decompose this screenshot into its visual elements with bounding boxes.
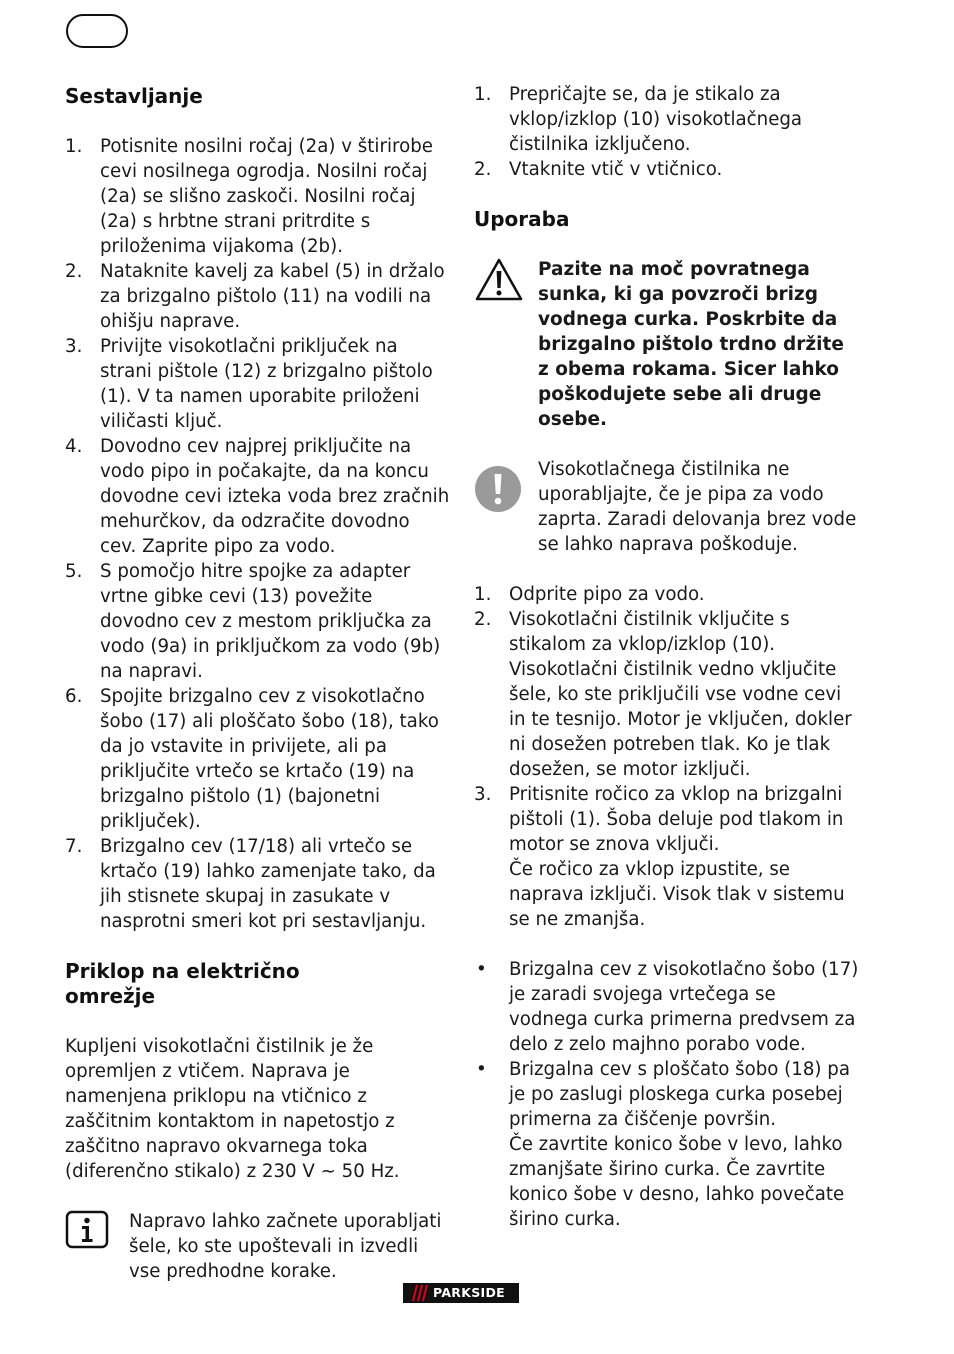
- info-notice: Napravo lahko začnete uporabljati šele, ko ste upoštevali in izvedli vse predhodne korake.: [65, 1209, 450, 1284]
- exclamation-circle-icon: [474, 465, 522, 520]
- warning-triangle-icon: [474, 257, 524, 310]
- warning-notice: Pazite na moč povratnega sunka, ki ga povzroči brizg vodnega curka. Poskrbite da brizgalno pištolo trdno držite z obema rokama. Sicer lahko poškodujete sebe ali druge osebe.: [474, 257, 859, 432]
- mains-paragraph: Kupljeni visokotlačni čistilnik je že opremljen z vtičem. Naprava je namenjena priklopu na vtičnico z zaščitnim kontaktom in napetostjo z zaščitno napravo okvarnega toka (diferenčno stikalo) z 230 V ~ 50 Hz.: [65, 1036, 400, 1182]
- nozzle-bullets: [474, 957, 859, 1232]
- section-title-usage: Uporaba: [474, 207, 570, 231]
- mains-steps: [474, 82, 859, 182]
- info-icon: [65, 1209, 109, 1256]
- list-item: 3. Pritisnite ročico za vklop na brizgalni pištoli (1). Šoba deluje pod tlakom in motor se znova vključi. Če ročico za vklop izpustite, se naprava izključi. Visok tlak v sistemu se ne zmanjša.: [474, 784, 845, 930]
- list-item: 6. Spojite brizgalno cev z visokotlačno šobo (17) ali ploščato šobo (18), tako da jo vstavite in privijete, ali pa priključite vrtečo se krtačo (19) na brizgalno pištolo (1) (bajonetni priključek).: [65, 686, 439, 832]
- list-item: • Brizgalna cev z visokotlačno šobo (17) je zaradi svojega vrtečega se vodnega curka primerna predvsem za delo z zelo majhno porabo vode.: [476, 959, 859, 1055]
- list-item: 1. Odprite pipo za vodo.: [474, 584, 705, 605]
- right-column: [474, 80, 859, 1232]
- list-item: 4. Dovodno cev najprej priključite na vodo pipo in počakajte, da na koncu dovodne cevi izteka voda brez zračnih mehurčkov, da odzračite dovodno cev. Zaprite pipo za vodo.: [65, 436, 450, 557]
- assembly-steps: [65, 134, 450, 934]
- list-item: 5. S pomočjo hitre spojke za adapter vrtne gibke cevi (13) povežite dovodno cev z mestom priključka za vodo (9a) in priključkom za vodo (9b) na napravi.: [65, 561, 441, 682]
- left-column: [65, 80, 450, 1284]
- parkside-logo: PARKSIDE: [403, 1283, 519, 1303]
- usage-steps: [474, 582, 859, 932]
- logo-stripes-icon: [408, 1285, 430, 1301]
- list-item: 7. Brizgalno cev (17/18) ali vrtečo se krtačo (19) lahko zamenjate tako, da jih stisnete skupaj in zasukate v nasprotni smeri kot pri sestavljanju.: [65, 836, 436, 932]
- section-title-assembly: Sestavljanje: [65, 84, 203, 108]
- list-item: 1. Potisnite nosilni ročaj (2a) v štirirobe cevi nosilnega ogrodja. Nosilni ročaj (2a) se slišno zaskoči. Nosilni ročaj (2a) s hrbtne strani pritrdite s priloženima vijakoma (2b).: [65, 136, 433, 257]
- list-item: 2. Vtaknite vtič v vtičnico.: [474, 159, 723, 180]
- list-item: 3. Privijte visokotlačni priključek na strani pištole (12) z brizgalno pištolo (1). V ta namen uporabite priloženi viličasti ključ.: [65, 336, 433, 432]
- list-item: 1. Prepričajte se, da je stikalo za vklop/izklop (10) visokotlačnega čistilnika izključeno.: [474, 84, 803, 155]
- language-badge: [66, 14, 128, 48]
- list-item: • Brizgalna cev s ploščato šobo (18) pa je po zaslugi ploskega curka posebej primerna za čiščenje površin. Če zavrtite konico šobe v levo, lahko zmanjšate širino curka. Če zavrtite konico šobe v desno, lahko povečate širino curka.: [476, 1059, 850, 1230]
- caution-notice: Visokotlačnega čistilnika ne uporabljajte, če je pipa za vodo zaprta. Zaradi delovanja brez vode se lahko naprava poškoduje.: [474, 457, 859, 557]
- list-item: 2. Nataknite kavelj za kabel (5) in držalo za brizgalno pištolo (11) na vodili na ohišju naprave.: [65, 261, 445, 332]
- section-title-mains: Priklop na električno omrežje: [65, 959, 300, 1008]
- list-item: 2. Visokotlačni čistilnik vključite s stikalom za vklop/izklop (10). Visokotlačni čistilnik vedno vključite šele, ko ste priključili vse vodne cevi in te tesnijo. Motor je vključen, dokler ni dosežen potreben tlak. Ko je tlak dosežen, se motor izključi.: [474, 609, 852, 780]
